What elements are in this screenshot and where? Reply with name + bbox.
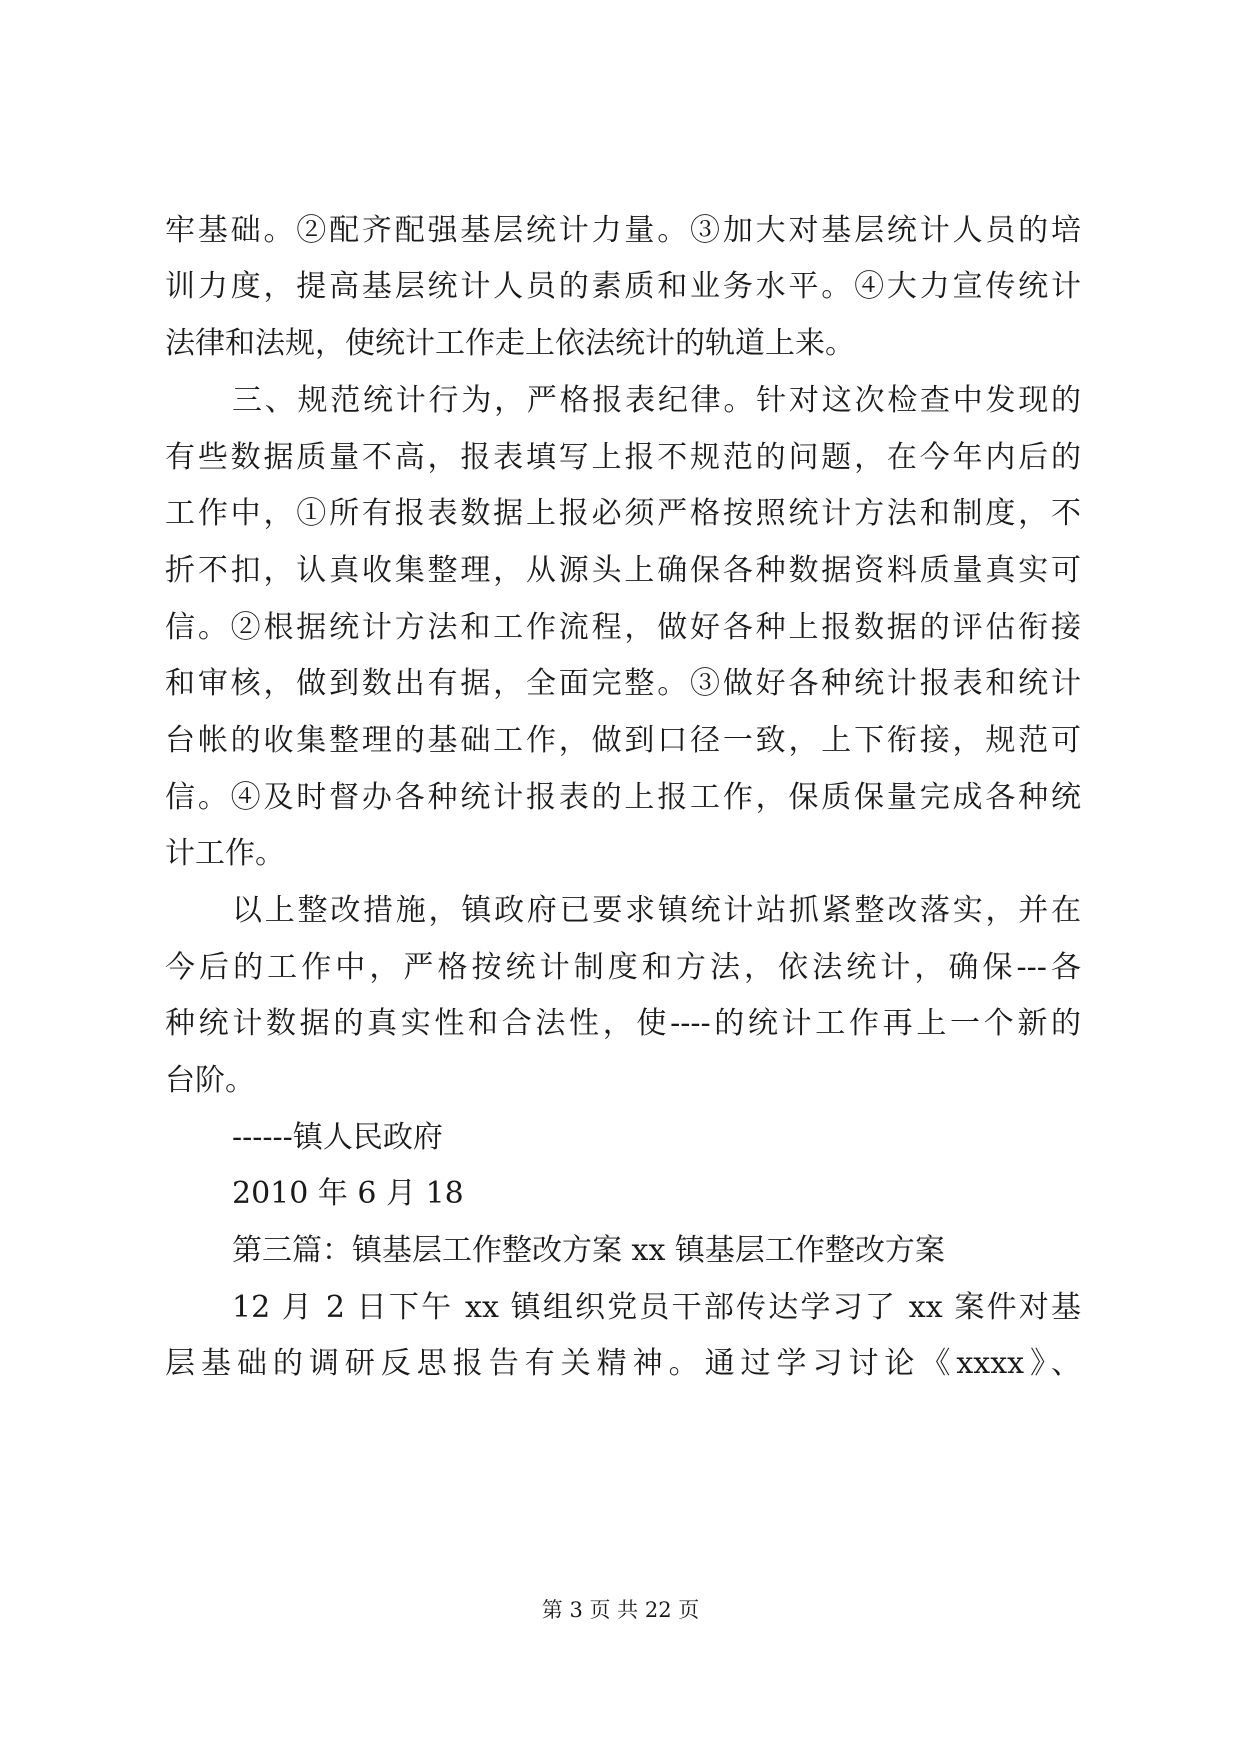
paragraph-first-line: 三、规范统计行为，严格报表纪律。针对这次检查中发现的 bbox=[232, 383, 1081, 418]
paragraph-first-line: 以上整改措施，镇政府已要求镇统计站抓紧整改落实，并在 bbox=[232, 893, 1081, 928]
signature-line: ------镇人民政府 bbox=[232, 1120, 443, 1155]
body-text-line: 有些数据质量不高，报表填写上报不规范的问题，在今年内后的 bbox=[165, 440, 1081, 475]
body-text-line: 信。④及时督办各种统计报表的上报工作，保质保量完成各种统 bbox=[165, 780, 1081, 815]
body-text-line: 法律和法规，使统计工作走上依法统计的轨道上来。 bbox=[165, 326, 855, 361]
body-text-line: 今后的工作中，严格按统计制度和方法，依法统计，确保---各 bbox=[165, 950, 1081, 985]
section-heading: 第三篇：镇基层工作整改方案 xx 镇基层工作整改方案 bbox=[232, 1233, 945, 1268]
paragraph-first-line: 12 月 2 日下午 xx 镇组织党员干部传达学习了 xx 案件对基 bbox=[232, 1290, 1081, 1325]
body-text-line: 折不扣，认真收集整理，从源头上确保各种数据资料质量真实可 bbox=[165, 553, 1081, 588]
body-text-line: 和审核，做到数出有据，全面完整。③做好各种统计报表和统计 bbox=[165, 666, 1081, 701]
body-text-line: 层基础的调研反思报告有关精神。通过学习讨论《xxxx》、 bbox=[165, 1346, 1081, 1381]
body-text-line: 训力度，提高基层统计人员的素质和业务水平。④大力宣传统计 bbox=[165, 269, 1081, 304]
body-text-line: 工作中，①所有报表数据上报必须严格按照统计方法和制度，不 bbox=[165, 496, 1081, 531]
body-text-line: 台帐的收集整理的基础工作，做到口径一致，上下衔接，规范可 bbox=[165, 723, 1081, 758]
body-text-line: 信。②根据统计方法和工作流程，做好各种上报数据的评估衔接 bbox=[165, 610, 1081, 645]
body-text-line: 计工作。 bbox=[165, 836, 285, 871]
page-number-footer: 第 3 页 共 22 页 bbox=[541, 1598, 700, 1622]
date-line: 2010 年 6 月 18 bbox=[232, 1176, 464, 1211]
body-text-line: 种统计数据的真实性和合法性，使----的统计工作再上一个新的 bbox=[165, 1006, 1081, 1041]
body-text-line: 牢基础。②配齐配强基层统计力量。③加大对基层统计人员的培 bbox=[165, 213, 1081, 248]
body-text-line: 台阶。 bbox=[165, 1063, 255, 1098]
